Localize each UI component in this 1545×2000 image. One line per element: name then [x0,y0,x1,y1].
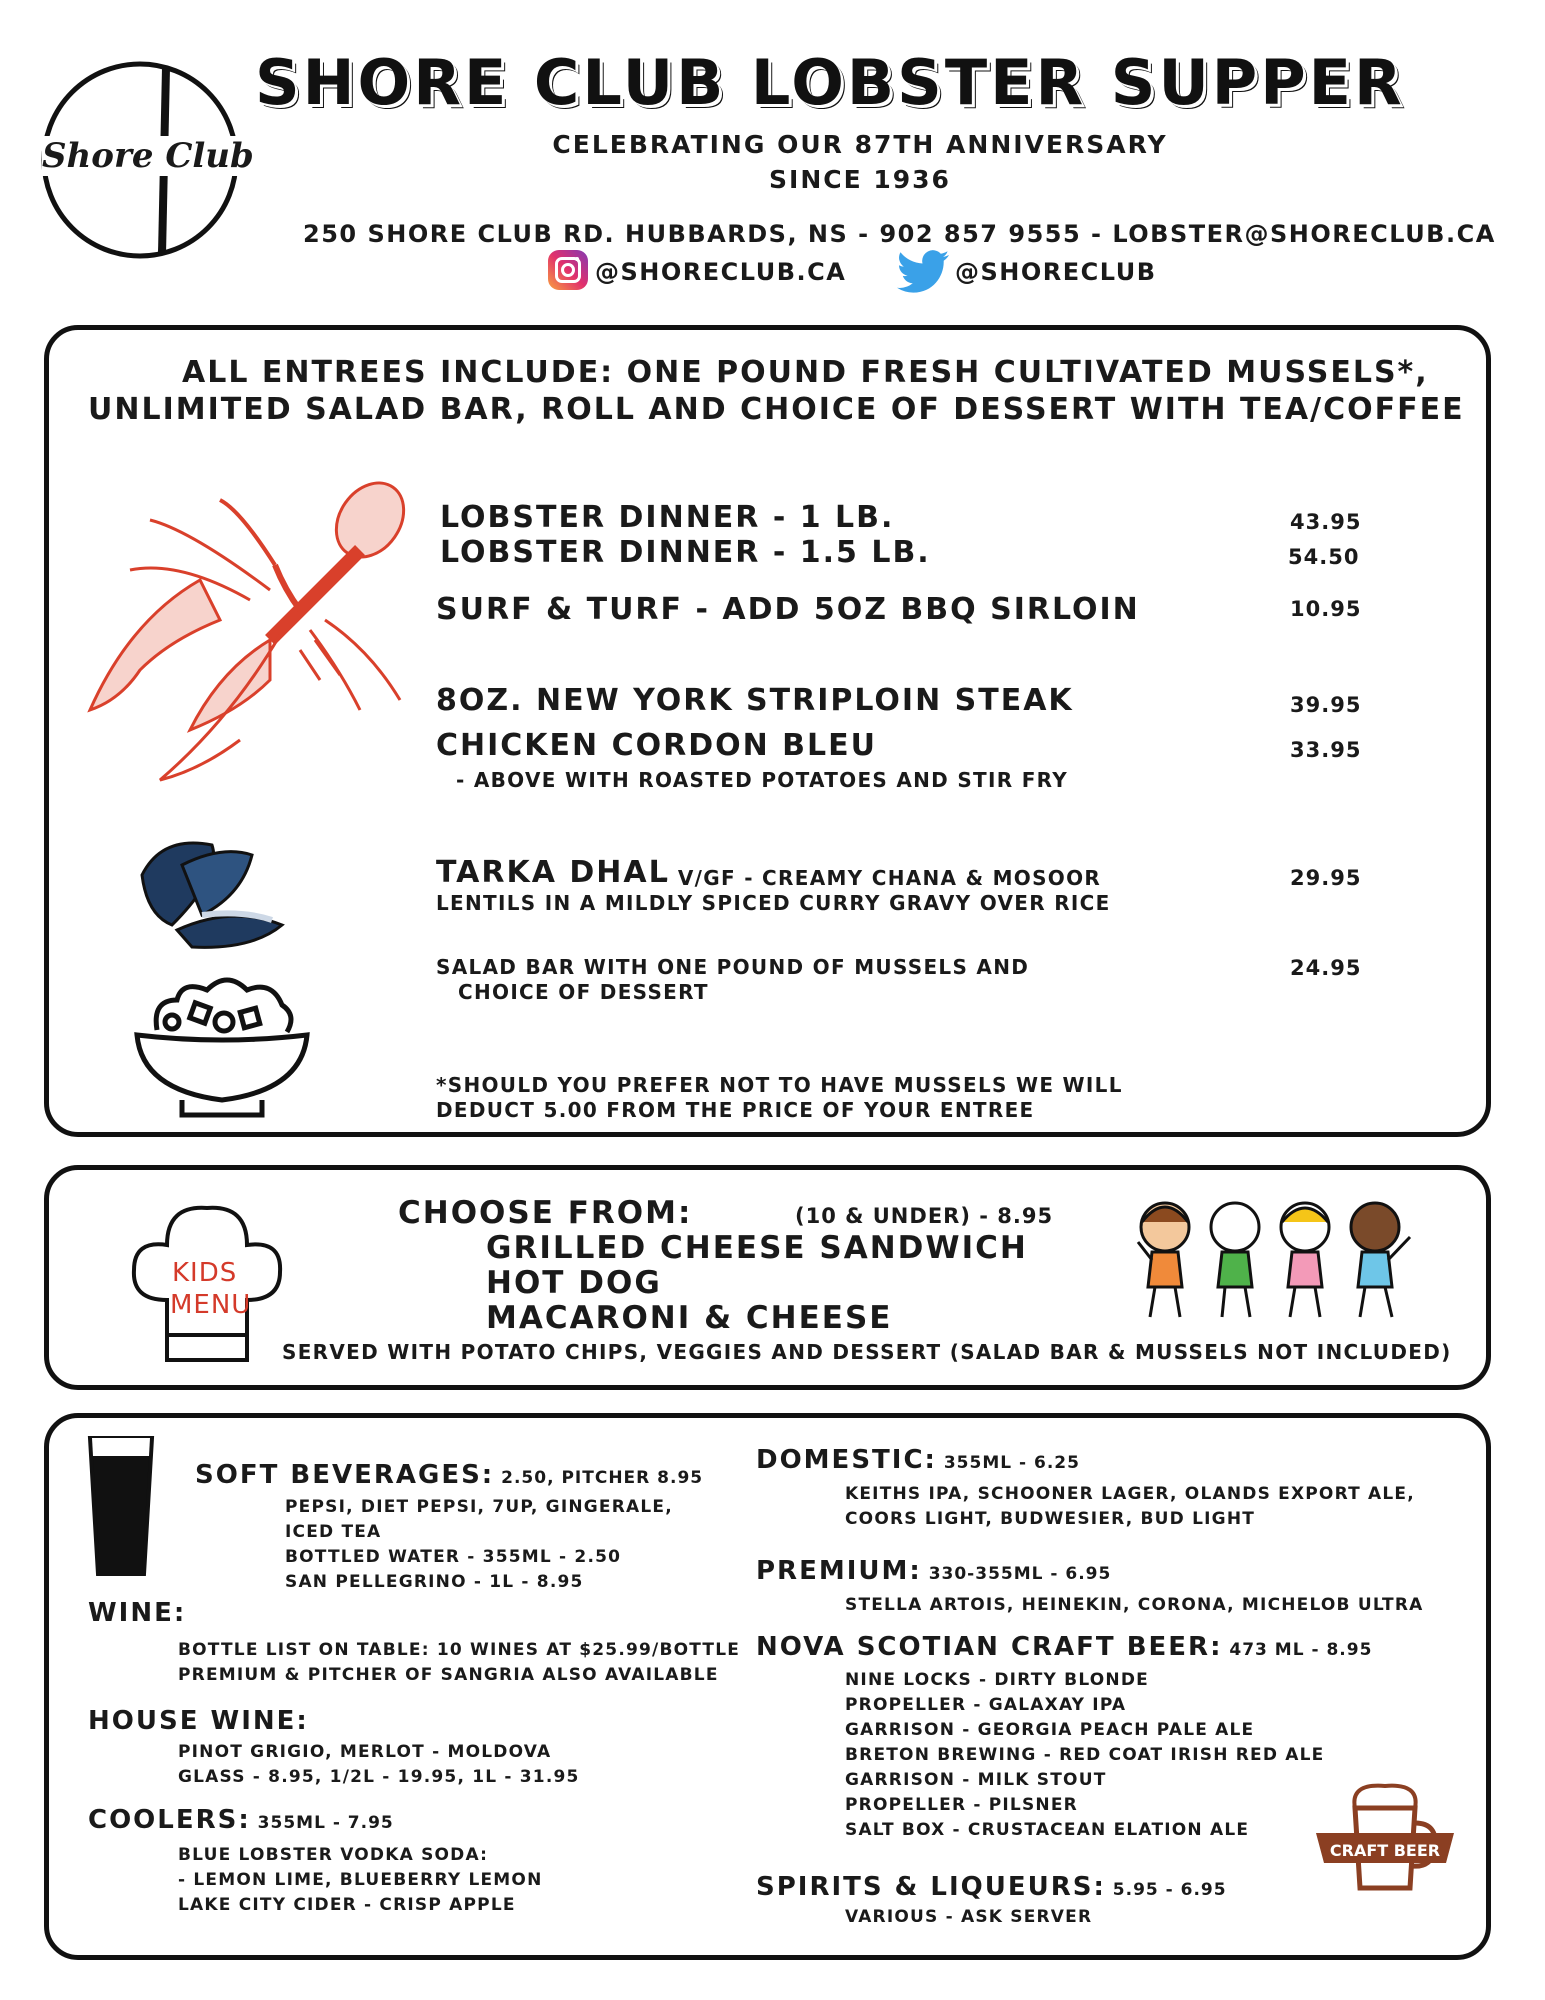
house-wine-line: GLASS - 8.95, 1/2L - 19.95, 1L - 31.95 [178,1767,580,1787]
mussels-illustration [132,835,292,955]
entree-item-name: LOBSTER DINNER - 1.5 LB. [440,535,931,570]
craft-beer-heading [756,1632,1372,1662]
mussels-note-line1: *SHOULD YOU PREFER NOT TO HAVE MUSSELS WE WILL [436,1073,1123,1097]
premium-line: STELLA ARTOIS, HEINEKIN, CORONA, MICHELOB ULTRA [845,1595,1424,1615]
entree-item-price: 33.95 [1290,738,1362,762]
cooler-line: LAKE CITY CIDER - CRISP APPLE [178,1895,516,1915]
twitter-handle[interactable]: @SHORECLUB [955,258,1157,286]
entrees-intro-line1: ALL ENTREES INCLUDE: ONE POUND FRESH CULTIVATED MUSSELS*, [182,355,1429,390]
entree-item-name: CHICKEN CORDON BLEU [436,728,878,763]
instagram-handle[interactable]: @SHORECLUB.CA [595,258,847,286]
craft-beer-line: SALT BOX - CRUSTACEAN ELATION ALE [845,1820,1250,1840]
craft-beer-badge-label: CRAFT BEER [1329,1841,1441,1860]
tarka-dhal-name: TARKA DHAL [436,855,670,890]
spirits-heading [756,1872,1227,1902]
entree-item-price: 43.95 [1290,510,1362,534]
craft-beer-line: GARRISON - GEORGIA PEACH PALE ALE [845,1720,1255,1740]
kids-menu-chef-hat-logo [122,1190,292,1365]
entree-item-price: 10.95 [1290,597,1362,621]
salad-bar-line2: CHOICE OF DESSERT [458,980,709,1004]
soft-beverage-line: SAN PELLEGRINO - 1L - 8.95 [285,1572,584,1592]
mussels-note-line2: DEDUCT 5.00 FROM THE PRICE OF YOUR ENTREE [436,1098,1035,1122]
soft-beverages-heading [195,1460,703,1490]
kids-menu-item: HOT DOG [486,1265,662,1301]
kids-served-note: SERVED WITH POTATO CHIPS, VEGGIES AND DESSERT (SALAD BAR & MUSSELS NOT INCLUDED) [282,1340,1452,1364]
address-line: 250 SHORE CLUB RD. HUBBARDS, NS - 902 857 9555 - LOBSTER@SHORECLUB.CA [303,220,1496,248]
soft-beverages-title: SOFT BEVERAGES: [195,1460,495,1490]
kids-logo-line1: KIDS [172,1258,238,1288]
entrees-intro-line2: UNLIMITED SALAD BAR, ROLL AND CHOICE OF DESSERT WITH TEA/COFFEE [88,392,1465,427]
soft-beverages-price: 2.50, PITCHER 8.95 [494,1468,704,1488]
coolers-price: 355ML - 7.95 [250,1813,394,1833]
premium-heading [756,1556,1111,1586]
logo-text: Shore Club [42,136,254,176]
cooler-line: - LEMON LIME, BLUEBERRY LEMON [178,1870,543,1890]
since-line: SINCE 1936 [769,165,951,194]
premium-price: 330-355ML - 6.95 [921,1564,1112,1584]
premium-title: PREMIUM: [756,1556,922,1586]
entree-item-price: 39.95 [1290,693,1362,717]
craft-beer-title: NOVA SCOTIAN CRAFT BEER: [756,1632,1223,1662]
coolers-heading [88,1805,394,1835]
twitter-icon[interactable] [895,250,951,294]
spirits-line: VARIOUS - ASK SERVER [845,1907,1093,1927]
craft-beer-price: 473 ML - 8.95 [1222,1640,1373,1660]
entree-item-name: LOBSTER DINNER - 1 LB. [440,500,895,535]
coolers-title: COOLERS: [88,1805,251,1835]
anniversary-line: CELEBRATING OUR 87TH ANNIVERSARY [552,130,1168,159]
cooler-line: BLUE LOBSTER VODKA SODA: [178,1845,489,1865]
craft-beer-line: NINE LOCKS - DIRTY BLONDE [845,1670,1149,1690]
kids-age-price: (10 & UNDER) - 8.95 [795,1204,1054,1228]
salad-bowl-illustration [132,970,312,1120]
salad-bar-price: 24.95 [1290,956,1362,980]
kids-menu-item: MACARONI & CHEESE [486,1300,893,1336]
lobster-illustration [70,470,420,800]
wine-heading: WINE: [88,1598,187,1628]
domestic-line: KEITHS IPA, SCHOONER LAGER, OLANDS EXPORT ALE, [845,1484,1415,1504]
tarka-dhal-desc1: - V/GF - CREAMY CHANA & MOSOOR [660,866,1102,890]
domestic-price: 355ML - 6.25 [936,1453,1080,1473]
domestic-heading [756,1445,1080,1475]
tarka-dhal-desc2: LENTILS IN A MILDLY SPICED CURRY GRAVY OVER RICE [436,891,1111,915]
soft-beverage-line: ICED TEA [285,1522,382,1542]
spirits-price: 5.95 - 6.95 [1105,1880,1227,1900]
kids-menu-item: GRILLED CHEESE SANDWICH [486,1230,1028,1266]
spirits-title: SPIRITS & LIQUEURS: [756,1872,1106,1902]
entree-item-name: SURF & TURF - ADD 5OZ BBQ SIRLOIN [436,592,1140,627]
entree-item-name: 8OZ. NEW YORK STRIPLOIN STEAK [436,683,1074,718]
domestic-line: COORS LIGHT, BUDWESIER, BUD LIGHT [845,1509,1256,1529]
wine-line: BOTTLE LIST ON TABLE: 10 WINES AT $25.99/BOTTLE [178,1640,741,1660]
craft-beer-line: PROPELLER - GALAXAY IPA [845,1695,1127,1715]
house-wine-line: PINOT GRIGIO, MERLOT - MOLDOVA [178,1742,552,1762]
craft-beer-line: GARRISON - MILK STOUT [845,1770,1107,1790]
entree-item-price: 54.50 [1288,545,1360,569]
above-note: - ABOVE WITH ROASTED POTATOES AND STIR FRY [456,768,1069,792]
kids-choose-heading: CHOOSE FROM: [398,1195,693,1231]
pint-glass-icon [86,1434,156,1579]
tarka-dhal-price: 29.95 [1290,866,1362,890]
domestic-title: DOMESTIC: [756,1445,937,1475]
kids-logo-line2: MENU [170,1290,252,1320]
soft-beverage-line: BOTTLED WATER - 355ML - 2.50 [285,1547,622,1567]
soft-beverage-line: PEPSI, DIET PEPSI, 7UP, GINGERALE, [285,1497,673,1517]
craft-beer-line: PROPELLER - PILSNER [845,1795,1078,1815]
kids-illustration [1130,1192,1430,1322]
instagram-icon[interactable] [548,250,588,290]
shore-club-logo [38,58,254,262]
craft-beer-badge [1310,1778,1460,1898]
craft-beer-line: BRETON BREWING - RED COAT IRISH RED ALE [845,1745,1325,1765]
page-title: SHORE CLUB LOBSTER SUPPER [255,46,1405,119]
wine-line: PREMIUM & PITCHER OF SANGRIA ALSO AVAILABLE [178,1665,719,1685]
salad-bar-line1: SALAD BAR WITH ONE POUND OF MUSSELS AND [436,955,1030,979]
house-wine-heading: HOUSE WINE: [88,1706,309,1736]
